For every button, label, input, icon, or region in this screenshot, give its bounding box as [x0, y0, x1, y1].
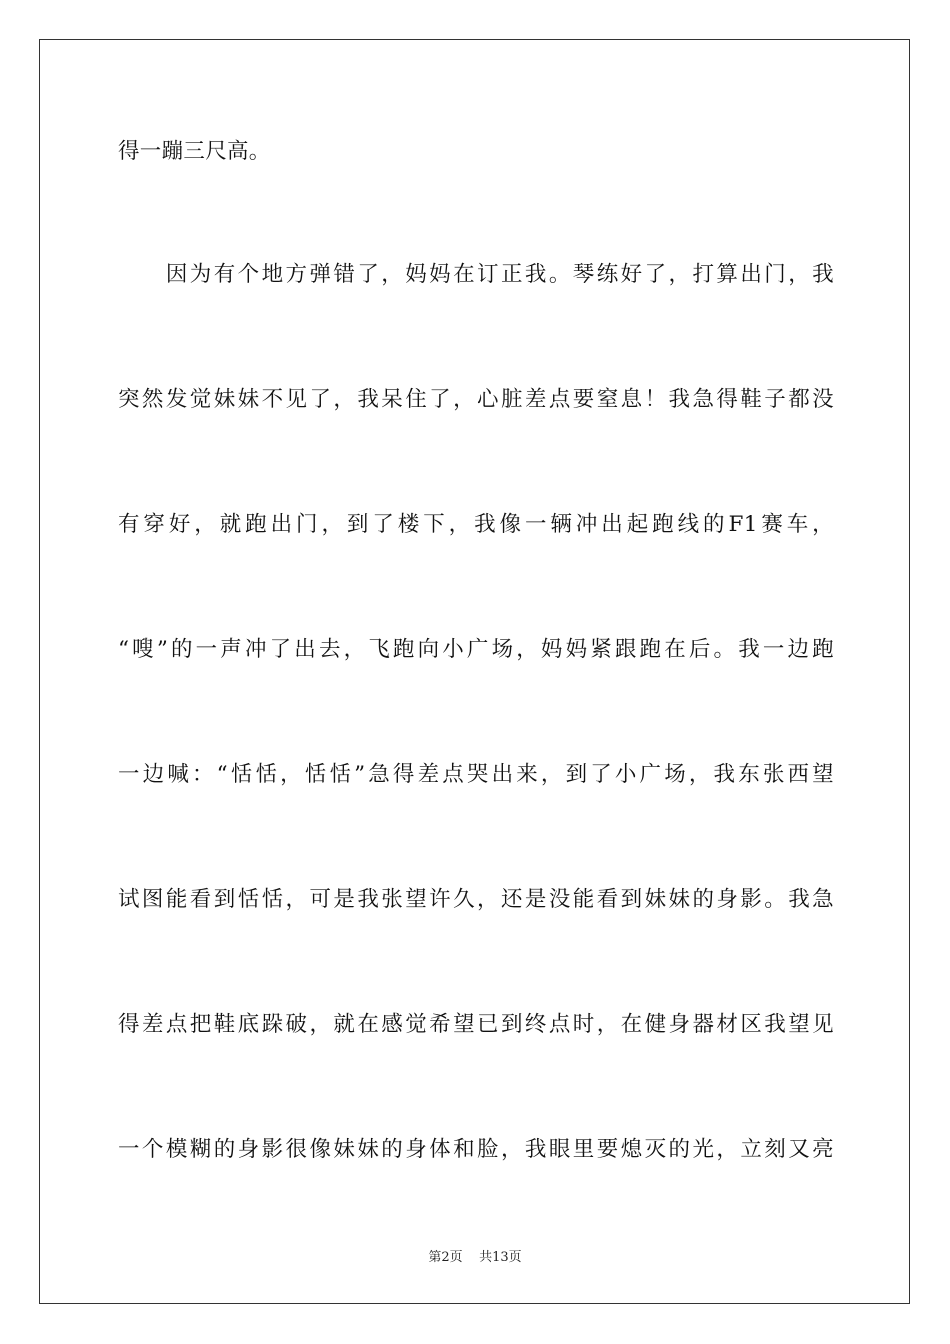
page-number: 第2页 [428, 1250, 463, 1265]
body-text-line: 试图能看到恬恬，可是我张望许久，还是没能看到妹妹的身影。我急 [118, 887, 834, 912]
body-text-line: 得一蹦三尺高。 [118, 139, 271, 164]
page-footer [0, 1249, 950, 1267]
body-text-line: 得差点把鞋底跺破，就在感觉希望已到终点时，在健身器材区我望见 [118, 1012, 834, 1037]
page-border [39, 39, 910, 1304]
body-text-line: 有穿好，就跑出门，到了楼下，我像一辆冲出起跑线的F1赛车， [118, 512, 834, 537]
total-pages: 共13页 [479, 1250, 522, 1265]
body-text-line: 因为有个地方弹错了，妈妈在订正我。琴练好了，打算出门，我 [118, 262, 834, 287]
body-text-line: 突然发觉妹妹不见了，我呆住了，心脏差点要窒息！我急得鞋子都没 [118, 387, 834, 412]
body-text-line: “嗖”的一声冲了出去，飞跑向小广场，妈妈紧跟跑在后。我一边跑 [118, 637, 834, 662]
body-text-line: 一边喊：“恬恬，恬恬”急得差点哭出来，到了小广场，我东张西望 [118, 762, 834, 787]
body-text-line: 一个模糊的身影很像妹妹的身体和脸，我眼里要熄灭的光，立刻又亮 [118, 1137, 834, 1162]
